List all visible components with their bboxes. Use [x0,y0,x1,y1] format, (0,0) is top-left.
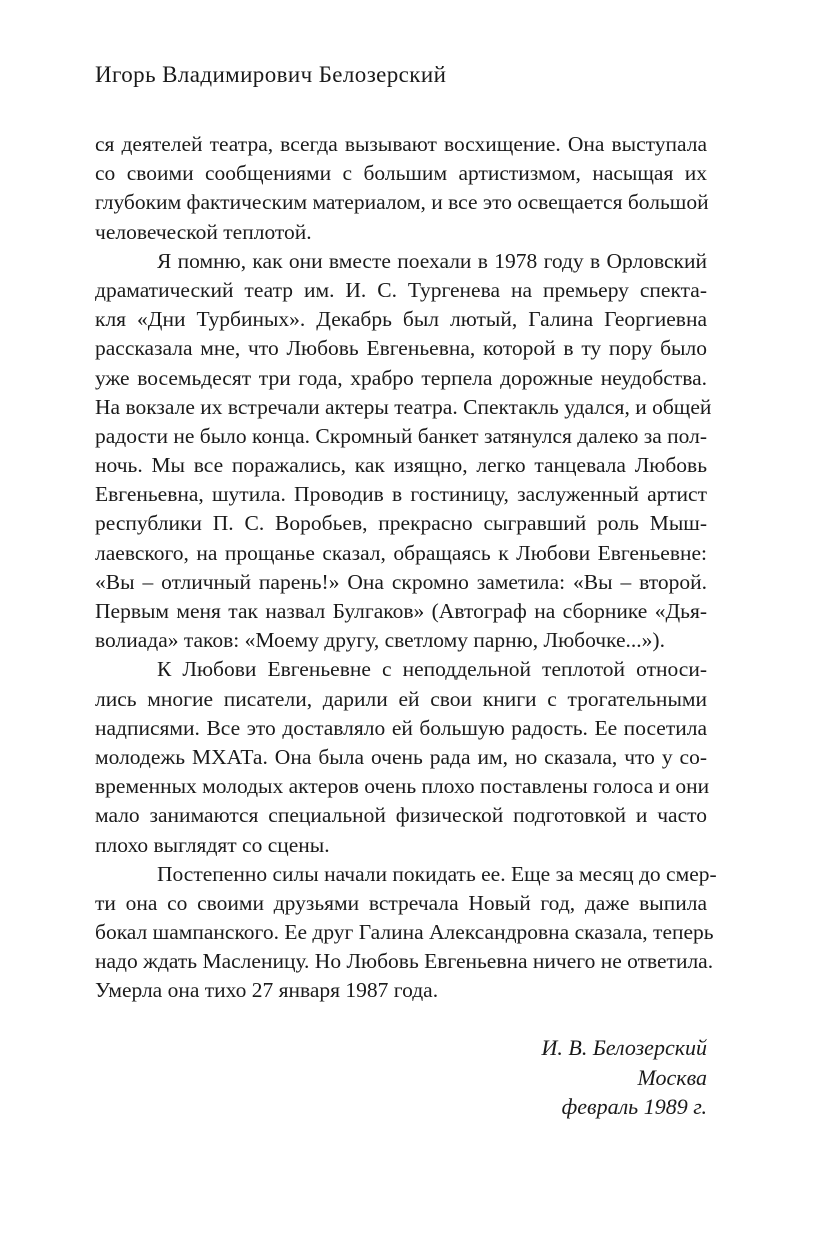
text-line: кля «Дни Турбиных». Декабрь был лютый, Галина Георгиевна [95,307,707,332]
text-line: человеческой теплотой. [95,219,312,244]
text-line: рассказала мне, что Любовь Евгеньевна, которой в ту пору было [95,336,707,361]
text-line: лаевского, на прощанье сказал, обращаясь к Любови Евгеньевне: [95,540,707,565]
text-line: временных молодых актеров очень плохо поставлены голоса и они [95,774,710,799]
text-line: К Любови Евгеньевне с неподдельной теплотой относи- [157,657,707,682]
text-line: надписями. Все это доставляло ей большую радость. Ее посетила [95,715,707,740]
text-line: ти она со своими друзьями встречала Новый год, даже выпила [95,890,707,915]
text-line: На вокзале их встречали актеры театра. Спектакль удался, и общей [95,394,712,419]
signature-block [542,1033,708,1122]
text-line: Я помню, как они вместе поехали в 1978 году в Орловский [157,248,707,273]
text-line: плохо выглядят со сцены. [95,832,330,857]
text-line: Умерла она тихо 27 января 1987 года. [95,978,439,1003]
text-line: Постепенно силы начали покидать ее. Еще за месяц до смер- [157,861,717,886]
text-line: ночь. Мы все поражались, как изящно, легко танцевала Любовь [95,453,707,478]
text-line: со своими сообщениями с большим артистизмом, насыщая их [95,161,707,186]
signature-date: февраль 1989 г. [561,1094,707,1119]
text-line: лись многие писатели, дарили ей свои книги с трогательными [95,686,707,711]
text-line: глубоким фактическим материалом, и все это освещается большой [95,190,709,215]
signature-place: Москва [637,1064,707,1090]
body-text [95,130,717,1006]
signature-author: И. В. Белозерский [541,1035,707,1060]
text-line: ся деятелей театра, всегда вызывают восхищение. Она выступала [95,132,707,156]
text-line: «Вы – отличный парень!» Она скромно заметила: «Вы – второй. [95,569,707,594]
text-line: радости не было конца. Скромный банкет затянулся далеко за пол- [95,423,707,448]
text-line: молодежь МХАТа. Она была очень рада им, но сказала, что у со- [95,744,707,769]
running-header: Игорь Владимирович Белозерский [95,62,447,87]
text-line: Евгеньевна, шутила. Проводив в гостиницу, заслуженный артист [95,482,707,507]
text-line: волиада» таков: «Моему другу, светлому парню, Любочке...»). [95,628,665,653]
text-line: уже восемьдесят три года, храбро терпела дорожные неудобства. [95,365,707,390]
text-line: республики П. С. Воробьев, прекрасно сыгравший роль Мыш- [95,511,707,536]
text-line: мало занимаются специальной физической подготовкой и часто [95,803,707,828]
text-line: Первым меня так назвал Булгаков» (Автограф на сборнике «Дья- [95,599,707,623]
text-line: драматический театр им. И. С. Тургенева на премьеру спекта- [95,277,707,302]
text-line: надо ждать Масленицу. Но Любовь Евгеньевна ничего не ответила. [95,949,714,974]
text-line: бокал шампанского. Ее друг Галина Александровна сказала, теперь [95,920,714,945]
